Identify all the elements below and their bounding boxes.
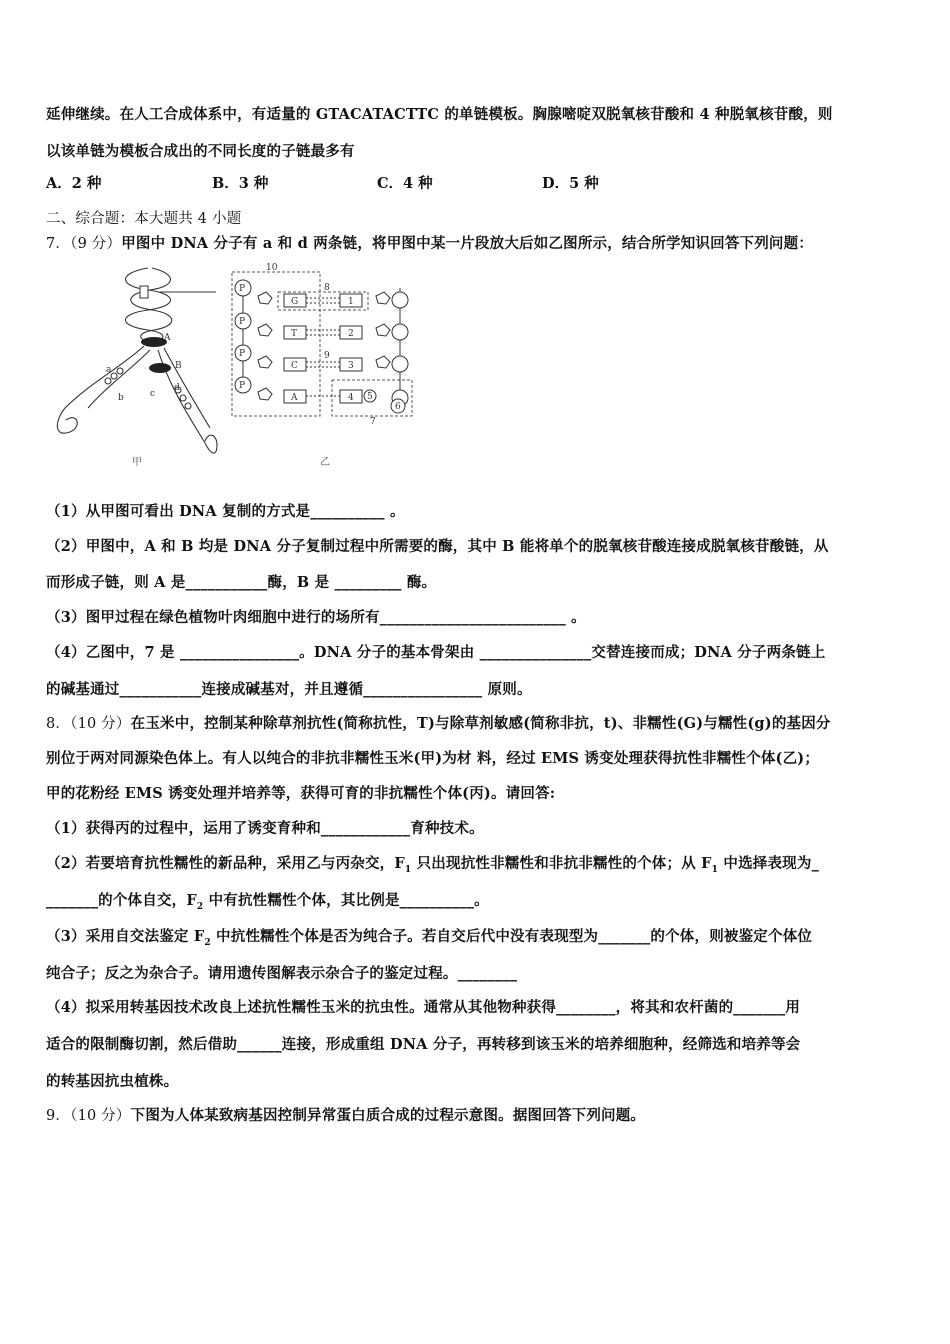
label-c-lower: c bbox=[150, 389, 156, 399]
q8-part-3b: 纯合子；反之为杂合子。请用遗传图解表示杂合子的鉴定过程。________ bbox=[46, 965, 518, 982]
yi-diagram bbox=[232, 263, 412, 427]
base-left-4: A bbox=[291, 393, 298, 403]
q7-part-3: （3）图甲过程在绿色植物叶肉细胞中进行的场所有_________________________ 。 bbox=[46, 609, 586, 626]
q8-part-3a: （3）采用自交法鉴定 $F_2$ 中抗性糯性个体是否为纯合子。若自交后代中没有表现型为_______的个体，则被鉴定个体位 bbox=[46, 928, 813, 948]
label-9: 9 bbox=[324, 351, 330, 361]
q8-part-2b: _______的个体自交，$F_2$ 中有抗性糯性个体，其比例是__________。 bbox=[46, 892, 489, 912]
label-d-lower: d bbox=[174, 383, 180, 393]
enzyme-b-shape bbox=[149, 363, 171, 373]
label-6: 6 bbox=[395, 402, 401, 412]
base-right-3: 3 bbox=[348, 361, 354, 371]
base-left-1: G bbox=[291, 297, 299, 307]
label-a-upper: A bbox=[164, 333, 171, 343]
option-d: D．5 种 bbox=[542, 175, 599, 192]
q6-line-1: 延伸继续。在人工合成体系中，有适量的 GTACATACTTC 的单链模板。胸腺嘧啶双脱氧核苷酸和 4 种脱氧核苷酸，则 bbox=[46, 106, 833, 123]
q7-stem bbox=[46, 232, 813, 253]
q8-line-3: 甲的花粉经 EMS 诱变处理并培养等，获得可育的非抗糯性个体(丙)。请回答: bbox=[46, 785, 556, 802]
q8-part-2a: （2）若要培育抗性糯性的新品种，采用乙与丙杂交，$F_1$ 只出现抗性非糯性和非抗非糯性的个体；从 $F_1$ 中选择表现为_ bbox=[46, 855, 820, 875]
section-heading: 二、综合题：本大题共 4 小题 bbox=[46, 211, 242, 227]
label-10: 10 bbox=[266, 263, 278, 273]
label-b-upper: B bbox=[175, 361, 182, 371]
q6-line-2: 以该单链为模板合成出的不同长度的子链最多有 bbox=[46, 143, 355, 160]
base-left-3: C bbox=[291, 361, 298, 371]
q7-number: 7．（9 分） bbox=[46, 236, 122, 252]
q9-stem bbox=[46, 1104, 645, 1125]
q8-line-1 bbox=[46, 712, 831, 733]
phosphate-3: P bbox=[239, 349, 246, 359]
label-5: 5 bbox=[367, 392, 373, 402]
base-right-1: 1 bbox=[348, 297, 354, 307]
base-right-4: 4 bbox=[348, 393, 354, 403]
q8-part-4c: 的转基因抗虫植株。 bbox=[46, 1073, 179, 1090]
jia-diagram bbox=[57, 268, 217, 453]
q8-line-2: 别位于两对同源染色体上。有人以纯合的非抗非糯性玉米(甲)为材 料，经过 EMS 诱变处理获得抗性非糯性个体(乙)； bbox=[46, 750, 820, 767]
label-a-lower: a bbox=[106, 365, 112, 375]
phosphate-1: P bbox=[239, 284, 246, 294]
q7-stem-text: 甲图中 DNA 分子有 a 和 d 两条链，将甲图中某一片段放大后如乙图所示，结合所学知识回答下列问题： bbox=[121, 235, 814, 252]
q7-part-2a: （2）甲图中，A 和 B 均是 DNA 分子复制过程中所需要的酶，其中 B 能将单个的脱氧核苷酸连接成脱氧核苷酸链，从 bbox=[46, 538, 829, 555]
option-c: C．4 种 bbox=[377, 175, 433, 192]
base-right-2: 2 bbox=[348, 329, 354, 339]
q8-text-1: 在玉米中，控制某种除草剂抗性(简称抗性，T)与除草剂敏感(简称非抗，t)、非糯性(G)与糯性(g)的基因分 bbox=[130, 715, 831, 732]
option-a: A．2 种 bbox=[46, 175, 102, 192]
q9-number: 9．（10 分） bbox=[46, 1108, 131, 1124]
q8-part-4a: （4）拟采用转基因技术改良上述抗性糯性玉米的抗虫性。通常从其他物种获得________，将其和农杆菌的_______用 bbox=[46, 999, 801, 1016]
phosphate-4: P bbox=[239, 381, 246, 391]
label-7: 7 bbox=[370, 417, 376, 427]
label-8: 8 bbox=[324, 283, 330, 293]
q9-stem-text: 下图为人体某致病基因控制异常蛋白质合成的过程示意图。据图回答下列问题。 bbox=[130, 1107, 646, 1124]
q8-part-4b: 适合的限制酶切割，然后借助______连接，形成重组 DNA 分子，再转移到该玉米的培养细胞种，经筛选和培养等会 bbox=[46, 1036, 801, 1053]
q7-part-2b: 而形成子链，则 A 是___________酶，B 是 _________ 酶。 bbox=[46, 574, 437, 591]
base-left-2: T bbox=[291, 329, 298, 339]
q7-part-4b: 的碱基通过___________连接成碱基对，并且遵循________________ 原则。 bbox=[46, 681, 532, 698]
option-b: B．3 种 bbox=[212, 175, 269, 192]
q7-part-1: （1）从甲图可看出 DNA 复制的方式是__________ 。 bbox=[46, 503, 405, 520]
caption-jia: 甲 bbox=[132, 457, 142, 468]
label-b-lower: b bbox=[118, 393, 124, 403]
caption-yi: 乙 bbox=[320, 457, 330, 468]
q8-number: 8．（10 分） bbox=[46, 716, 131, 732]
phosphate-2: P bbox=[239, 317, 246, 327]
q7-part-4a: （4）乙图中，7 是 ________________。DNA 分子的基本骨架由 _______________交替连接而成；DNA 分子两条链上 bbox=[46, 644, 826, 661]
q7-figure bbox=[40, 258, 430, 473]
q8-part-1: （1）获得丙的过程中，运用了诱变育种和____________育种技术。 bbox=[46, 820, 484, 837]
